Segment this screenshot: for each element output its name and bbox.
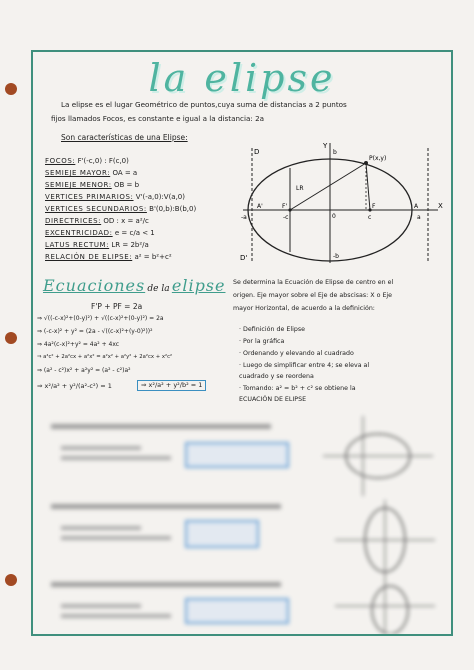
char-item-directrices <box>45 218 149 225</box>
char-value: a² = b²+c² <box>134 253 172 261</box>
char-label: LATUS RECTUM: <box>45 241 110 249</box>
blurred-bar <box>51 582 281 587</box>
blurred-preview-area <box>35 412 449 634</box>
blurred-box <box>185 442 289 468</box>
label-origin: 0 <box>332 213 336 220</box>
procedure-line: cuadrado y se reordena <box>239 373 314 380</box>
label-a-tick: a <box>417 214 421 221</box>
derivation-step: ⇒ (-c-x)² + y² = (2a - √((c-x)²+(y-0)²))² <box>37 328 153 335</box>
label-f-prime: F' <box>282 203 288 210</box>
char-value: OA = a <box>112 169 138 177</box>
char-label: VERTICES PRIMARIOS: <box>45 193 134 201</box>
char-value: e = c/a < 1 <box>114 229 155 237</box>
procedure-line: ECUACIÓN DE ELIPSE <box>239 396 307 403</box>
label-a-prime: A' <box>257 203 263 210</box>
procedure-line: mayor Horizontal, de acuerdo a la definición: <box>233 305 375 312</box>
char-value: V'(-a,0):V(a,0) <box>135 193 185 201</box>
blurred-bar <box>61 446 141 450</box>
ellipse-graph <box>238 138 448 268</box>
equations-heading-de-la: de la <box>147 284 170 294</box>
char-value: B'(0,b):B(b,0) <box>149 205 197 213</box>
equations-heading-elipse: elipse <box>171 276 226 295</box>
derivation-step: ⇒ √((-c-x)²+(0-y)²) + √((c-x)²+(0-y)²) = 2a <box>37 315 164 322</box>
label-a: A <box>414 203 419 210</box>
char-value: LR = 2b²/a <box>111 241 149 249</box>
blurred-bar <box>61 614 171 618</box>
label-y: Y <box>323 142 328 150</box>
procedure-line: Se determina la Ecuación de Elipse de centro en el <box>233 279 394 286</box>
derivation-step: ⇒ a⁴c² + 2a²cx + a²x² = a²x² + a²y² + 2a²cx + x²c² <box>37 354 173 360</box>
blurred-graph-2 <box>335 500 435 580</box>
char-item-latus-rectum <box>45 242 149 249</box>
derivation-step: ⇒ (a² - c²)x² + a²y² = (a² - c²)a² <box>37 367 131 374</box>
intro-line-1: La elipse es el lugar Geométrico de puntos,cuya suma de distancias a 2 puntos <box>61 100 347 109</box>
char-item-focos <box>45 158 129 165</box>
blurred-bar <box>61 536 171 540</box>
blurred-graph-1 <box>323 416 433 496</box>
intro-line-2: fijos llamados Focos, es constante e igual a la distancia: 2a <box>51 114 265 123</box>
point-p <box>364 161 368 165</box>
label-minus-b: -b <box>333 253 339 260</box>
label-b: b <box>333 149 337 156</box>
blurred-bar <box>61 456 171 460</box>
char-label: VERTICES SECUNDARIOS: <box>45 205 147 213</box>
label-lr: LR <box>296 185 304 192</box>
page-title: la elipse <box>148 56 336 100</box>
char-item-excentricidad <box>45 230 155 237</box>
characteristics-heading: Son características de una Elipse: <box>61 133 188 142</box>
binder-hole-top <box>5 83 17 95</box>
blurred-box <box>185 598 289 624</box>
char-label: SEMIEJE MENOR: <box>45 181 112 189</box>
focal-radius-right <box>366 163 370 210</box>
char-value: F'(-c,0) : F(c,0) <box>77 157 129 165</box>
procedure-line: · Por la gráfica <box>239 338 285 345</box>
procedure-line: origen. Eje mayor sobre el Eje de abscisas: X o Eje <box>233 292 393 299</box>
char-item-relacion <box>45 254 172 261</box>
label-f: F <box>372 203 376 210</box>
label-minus-c: -c <box>283 214 289 221</box>
label-x: X <box>438 202 443 210</box>
char-value: OB = b <box>113 181 140 189</box>
derivation-step: F'P + PF = 2a <box>91 302 143 311</box>
procedure-line: · Tomando: a² = b² + c² se obtiene la <box>239 385 356 392</box>
char-value: OD : x = a²/c <box>103 217 149 225</box>
char-label: EXCENTRICIDAD: <box>45 229 113 237</box>
procedure-line: · Ordenando y elevando al cuadrado <box>239 350 354 357</box>
char-item-semieje-mayor <box>45 170 137 177</box>
char-label: FOCOS: <box>45 157 76 165</box>
binder-hole-middle <box>5 332 17 344</box>
char-label: DIRECTRICES: <box>45 217 102 225</box>
derivation-step: ⇒ x²/a² + y²/(a²-c²) = 1 <box>37 382 112 390</box>
blurred-content <box>35 412 449 634</box>
label-p: P(x,y) <box>369 155 387 162</box>
equations-heading-word: Ecuaciones <box>43 276 146 295</box>
char-item-semieje-menor <box>45 182 139 189</box>
label-minus-a: -a <box>241 214 247 221</box>
derivation-step: ⇒ 4a²(c-x)²+y² = 4a² + 4xc <box>37 341 120 348</box>
char-item-vertices-secundarios <box>45 206 196 213</box>
focus-left <box>288 208 291 211</box>
procedure-line: · Luego de simplificar entre 4; se eleva al <box>239 362 370 369</box>
label-d-prime: D' <box>240 254 248 262</box>
binder-hole-bottom <box>5 574 17 586</box>
char-label: SEMIEJE MAYOR: <box>45 169 111 177</box>
blurred-graph-3 <box>335 580 435 634</box>
equations-heading <box>43 278 225 294</box>
blurred-bar <box>61 604 141 608</box>
procedure-line: · Definición de Elipse <box>239 326 305 333</box>
final-equation-box: ⇒ x²/a² + y²/b² = 1 <box>137 380 206 391</box>
page-frame <box>31 50 453 636</box>
blurred-bar <box>51 424 271 429</box>
blurred-bar <box>61 526 141 530</box>
label-d: D <box>254 148 260 156</box>
blurred-box <box>185 520 259 548</box>
label-c: c <box>368 214 372 221</box>
char-label: RELACIÓN DE ELIPSE: <box>45 253 133 261</box>
blurred-bar <box>51 504 281 509</box>
char-item-vertices-primarios <box>45 194 185 201</box>
